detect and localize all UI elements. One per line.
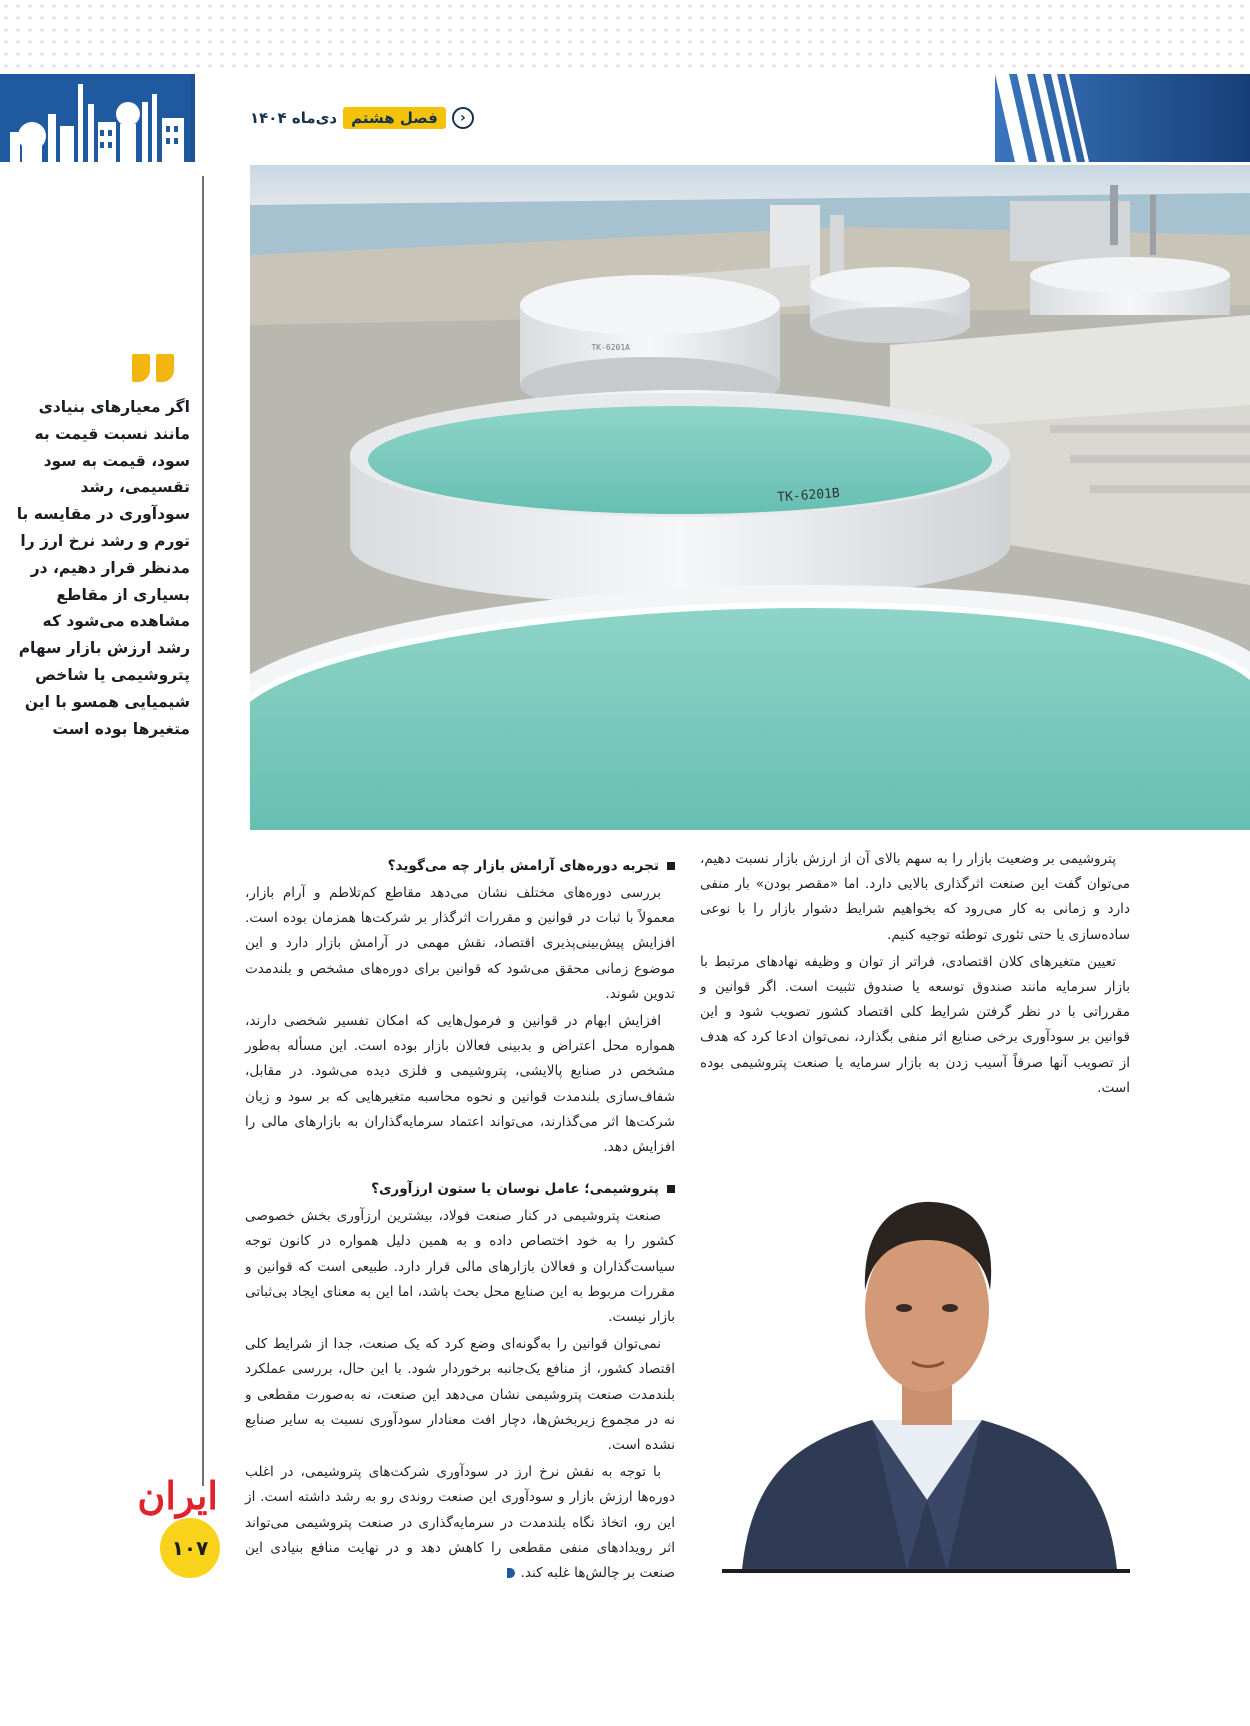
issue-date: دی‌ماه ۱۴۰۴: [250, 109, 338, 127]
interviewee-portrait: [722, 1140, 1132, 1570]
brand-logo: ایران: [137, 1473, 218, 1518]
paragraph-text: با توجه به نقش نرخ ارز در سودآوری شرکت‌های پتروشیمی، در اغلب دوره‌ها ارزش بازار و سودآوری این صنعت روندی رو به رشد داشته است. از این رو، اتخاذ نگاه بلندمدت در سرمایه‌گذاری در صنعت پتروشیمی می‌تواند اثر رویدادهای منفی مقطعی را کاهش دهد و در نهایت منافع بنیادی این صنعت بر چالش‌ها غلبه کند.: [245, 1464, 675, 1582]
quote-icon: [132, 354, 182, 390]
section-heading-text: پتروشیمی؛ عامل نوسان یا ستون ارزآوری؟: [371, 1181, 659, 1198]
pull-quote: اگر معیارهای بنیادی مانند نسبت قیمت به سود، قیمت به سود تقسیمی، رشد سودآوری در مقایسه با تورم و رشد نرخ ارز را مدنظر قرار دهیم، در بسیاری از مقاطع مشاهده می‌شود که رشد ارزش بازار سهام پتروشیمی یا شاخص شیمیایی همسو با این متغیرها بوده است: [16, 398, 190, 738]
sidebar-rule: [202, 176, 204, 1486]
refinery-skyline-icon: [0, 74, 190, 162]
portrait-rule: [722, 1569, 1130, 1573]
page-number: ۱۰۷: [160, 1518, 220, 1578]
dot-pattern: [0, 0, 1250, 70]
bullet-square-icon: [667, 1185, 675, 1193]
article-column-right: [700, 847, 1130, 1103]
paragraph: بررسی دوره‌های مختلف نشان می‌دهد مقاطع کم‌تلاطم و آرام بازار، معمولاً با ثبات در قوانین و مقررات اثرگذار بر شرکت‌ها همزمان بوده است. افزایش پیش‌بینی‌پذیری اقتصاد، نقش مهمی در آرامش بازار دارد و این موضوع زمانی محقق می‌شود که قوانین برای دوره‌های مشخص و بلندمدت تدوین شوند.: [245, 885, 675, 1002]
chapter-badge: فصل هشتم: [343, 107, 446, 129]
paragraph: تعیین متغیرهای کلان اقتصادی، فراتر از توان و وظیفه نهادهای مرتبط با بازار سرمایه مانند صندوق توسعه یا صندوق تثبیت است. اگر قوانین و مقرراتی با در نظر گرفتن شرایط کلی اقتصاد کشور تصویب شود و این قوانین بر سودآوری برخی صنایع اثر منفی بگذارد، نمی‌توان ادعا کرد که هدف از تصویب آنها صرفاً آسیب زدن به بازار سرمایه یا صنعت پتروشیمی بوده است.: [700, 953, 1130, 1096]
chapter-header: [250, 104, 474, 132]
chevron-left-icon[interactable]: ‹: [452, 107, 474, 129]
section-heading: [245, 1178, 675, 1200]
tank-label-small: TK-6201A: [591, 343, 630, 352]
header-stripes: [995, 74, 1250, 162]
bullet-square-icon: [667, 862, 675, 870]
paragraph: پتروشیمی بر وضعیت بازار را به سهم بالای آن از ارزش بازار نسبت دهیم، می‌توان گفت این صنعت اثرگذاری بالایی دارد. اما «مقصر بودن» بار منفی دارد و زمانی به کار می‌رود که بخواهیم شرایط دشوار بازار را با نوعی ساده‌سازی یا حتی تئوری توطئه توجیه کنیم.: [700, 851, 1130, 943]
paragraph: صنعت پتروشیمی در کنار صنعت فولاد، بیشترین ارزآوری بخش خصوصی کشور را به خود اختصاص داده و به همین دلیل همواره در کانون توجه سیاست‌گذاران و فعالان بازارهای مالی قرار دارد. طبیعی است که قوانین و مقررات مربوط به این صنایع محل بحث باشد، اما این به معنای ایجاد بی‌ثباتی بازار نیست.: [245, 1208, 675, 1326]
paragraph: [245, 1460, 675, 1586]
end-mark-icon: [507, 1568, 515, 1578]
section-heading-text: تجربه دوره‌های آرامش بازار چه می‌گوید؟: [387, 858, 659, 874]
tank-label: TK-6201B: [776, 486, 841, 506]
petrochemical-tanks-photo: [250, 165, 1250, 830]
paragraph: نمی‌توان قوانین را به‌گونه‌ای وضع کرد که یک صنعت، جدا از شرایط کلی اقتصاد کشور، از منافع یک‌جانبه برخوردار شود. با این حال، بررسی عملکرد بلندمدت صنعت پتروشیمی نشان می‌دهد این صنعت، نه به‌صورت مقطعی و نه در مجموع زیربخش‌ها، دچار افت معنادار سودآوری نسبت به سایر صنایع نشده است.: [245, 1336, 675, 1454]
paragraph: افزایش ابهام در قوانین و فرمول‌هایی که امکان تفسیر شخصی دارند، همواره محل اعتراض و بدبینی فعالان بازار بوده است. این مسأله به‌طور مشخص در صنایع پالایشی، پتروشیمی و فلزی دیده می‌شود. در مقابل، شفاف‌سازی بلندمدت قوانین و نحوه محاسبه متغیرهایی که بر سود و زیان شرکت‌ها اثر می‌گذارند، می‌تواند اعتماد سرمایه‌گذاران به بازارهای مالی را افزایش دهد.: [245, 1013, 675, 1156]
article-column-left: [245, 847, 675, 1588]
section-heading: [245, 855, 675, 877]
